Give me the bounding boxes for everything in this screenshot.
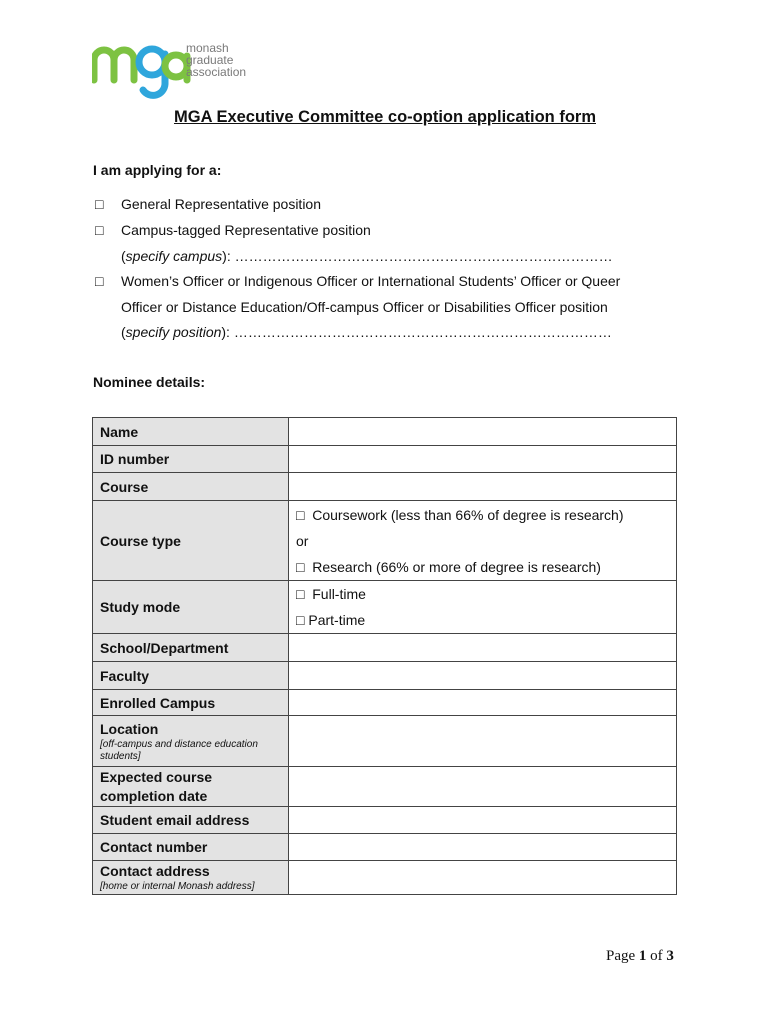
label-contact-address: Contact address (100, 863, 210, 879)
location-note: [off-campus and distance education students] (100, 738, 258, 762)
logo-line-3: association (186, 65, 247, 79)
table-row-faculty (93, 662, 677, 690)
page-of: of (650, 948, 663, 964)
campus-specify-dots: ): ……………………………………………………………………… (222, 248, 613, 264)
label-location: Location (100, 720, 159, 737)
table-row-contact-number (93, 834, 677, 861)
label-completion-1: Expected course (100, 768, 213, 785)
option-officer[interactable] (95, 269, 621, 295)
page-total: 3 (666, 948, 674, 964)
input-id-number[interactable] (289, 446, 677, 473)
study-mode-options (289, 581, 677, 634)
option-full-time[interactable] (296, 581, 669, 607)
label-school: School/Department (93, 634, 289, 662)
table-row-study-mode (93, 581, 677, 634)
campus-specify-label: specify campus (125, 248, 223, 264)
label-contact-number: Contact number (93, 834, 289, 861)
table-row-contact-address (93, 861, 677, 895)
label-id-number: ID number (93, 446, 289, 473)
logo-g-shape (139, 49, 165, 75)
coursework-label: Coursework (less than 66% of degree is research) (312, 506, 624, 523)
label-enrolled-campus: Enrolled Campus (93, 690, 289, 716)
logo-m-shape (94, 50, 134, 80)
table-row-completion (93, 767, 677, 807)
logo-line-1: monash (186, 41, 229, 55)
position-specify-label: specify position (125, 324, 222, 340)
input-email[interactable] (289, 807, 677, 834)
table-row-name (93, 418, 677, 446)
option-general-label: General Representative position (121, 196, 322, 212)
input-contact-address[interactable] (289, 861, 677, 895)
checkbox-general[interactable]: □ (95, 196, 104, 212)
input-enrolled-campus[interactable] (289, 690, 677, 716)
label-completion-2: completion date (100, 787, 208, 804)
label-course-type: Course type (93, 501, 289, 581)
input-location[interactable] (289, 716, 677, 767)
campus-specify-field[interactable]: (specify campus): ……………………………………………………………………… (121, 248, 613, 264)
option-part-time[interactable] (296, 607, 669, 633)
page-title: MGA Executive Committee co-option application form (173, 108, 596, 126)
input-completion-date[interactable] (289, 767, 677, 807)
checkbox-research[interactable]: □ (296, 558, 305, 575)
input-school[interactable] (289, 634, 677, 662)
course-type-options (289, 501, 677, 581)
input-name[interactable] (289, 418, 677, 446)
input-faculty[interactable] (289, 662, 677, 690)
checkbox-officer[interactable]: □ (95, 273, 104, 289)
logo-wordmark (186, 42, 246, 78)
table-row-school (93, 634, 677, 662)
applying-heading: I am applying for a: (93, 162, 222, 178)
checkbox-campus[interactable]: □ (95, 222, 104, 238)
label-completion-cell (93, 767, 289, 807)
option-general[interactable] (95, 192, 322, 218)
option-campus[interactable] (95, 218, 371, 244)
table-row-location (93, 716, 677, 767)
research-label: Research (66% or more of degree is research) (312, 558, 601, 575)
logo-line-2: graduate (186, 53, 234, 67)
checkbox-part-time[interactable]: □ (296, 612, 305, 628)
page-current: 1 (638, 948, 647, 964)
contact-address-note: [home or internal Monash address] (100, 881, 255, 892)
part-time-label: Part-time (308, 612, 366, 628)
option-research[interactable] (296, 554, 669, 580)
or-text: or (296, 532, 309, 549)
label-course: Course (93, 473, 289, 501)
option-officer-label-2: Officer or Distance Education/Off-campus Officer or Disabilities Officer position (121, 299, 608, 315)
input-course[interactable] (289, 473, 677, 501)
position-specify-field[interactable]: (specify position): ……………………………………………………………………… (121, 324, 612, 340)
table-row-course (93, 473, 677, 501)
input-contact-number[interactable] (289, 834, 677, 861)
label-contact-address-cell (93, 861, 289, 895)
nominee-details-table (92, 417, 677, 895)
label-faculty: Faculty (93, 662, 289, 690)
page-label: Page (606, 948, 636, 964)
label-email: Student email address (93, 807, 289, 834)
label-location-cell (93, 716, 289, 767)
table-row-course-type (93, 501, 677, 581)
table-row-enrolled-campus (93, 690, 677, 716)
option-officer-label-1: Women’s Officer or Indigenous Officer or International Students’ Officer or Queer (121, 273, 621, 289)
option-coursework[interactable] (296, 502, 669, 528)
full-time-label: Full-time (312, 586, 366, 602)
checkbox-coursework[interactable]: □ (296, 506, 305, 523)
label-name: Name (93, 418, 289, 446)
option-campus-label: Campus-tagged Representative position (121, 222, 371, 238)
checkbox-full-time[interactable]: □ (296, 586, 305, 602)
label-study-mode: Study mode (93, 581, 289, 634)
table-row-email (93, 807, 677, 834)
table-row-id (93, 446, 677, 473)
position-specify-dots: ): ……………………………………………………………………… (221, 324, 612, 340)
page-number (606, 948, 674, 965)
nominee-heading: Nominee details: (93, 374, 206, 390)
